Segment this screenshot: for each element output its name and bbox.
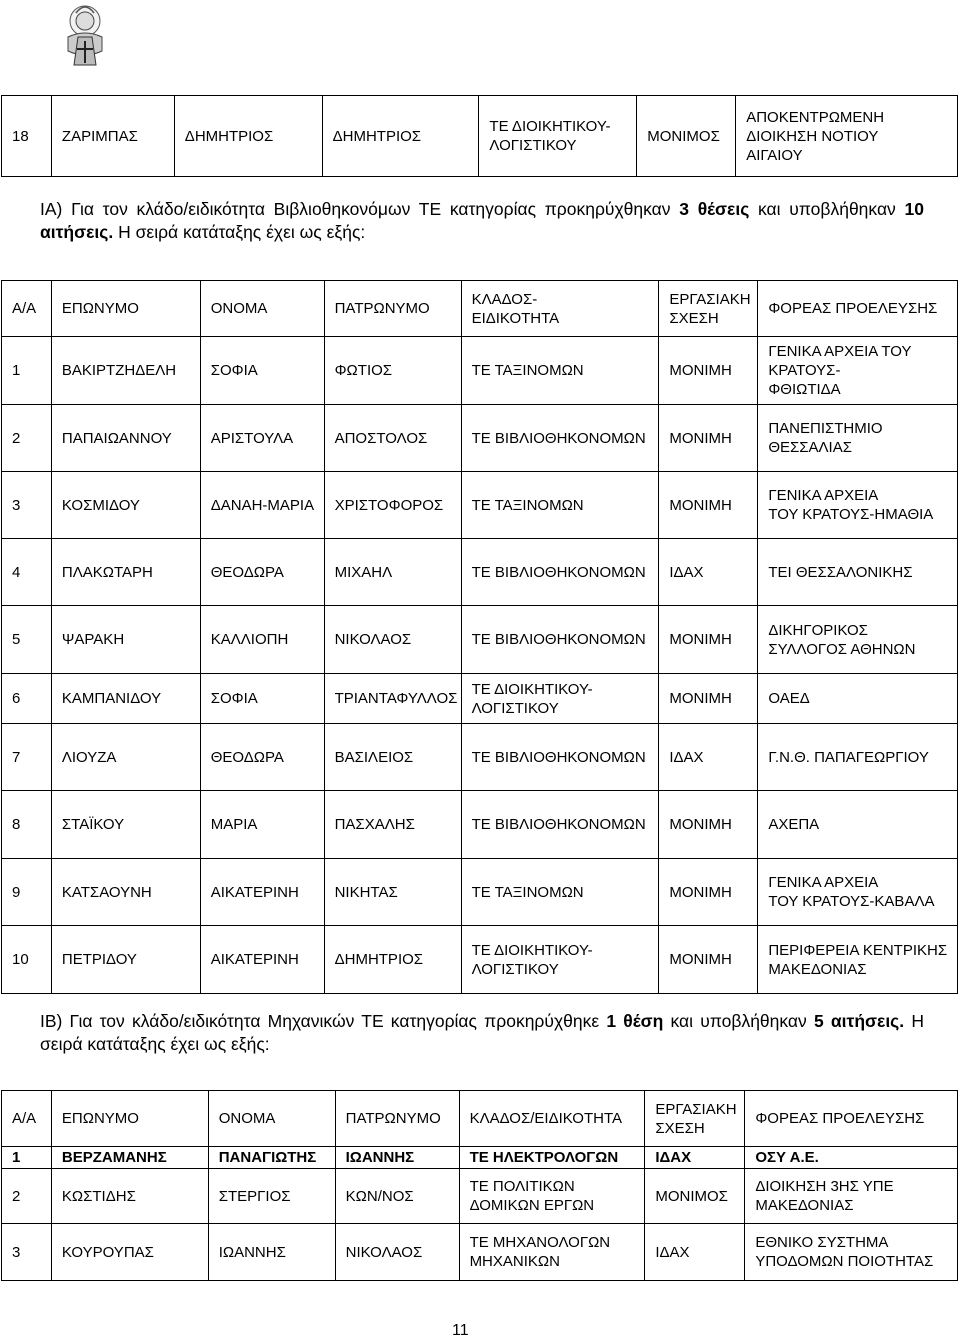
table-cell: ΜΟΝΙΜΗ: [659, 791, 758, 859]
table-cell: ΚΑΛΛΙΟΠΗ: [200, 606, 324, 674]
table-cell: ΛΙΟΥΖΑ: [51, 724, 200, 791]
table-cell: ΟΣΥ Α.Ε.: [745, 1147, 958, 1169]
table-cell: ΤΕ ΤΑΞΙΝΟΜΩΝ: [461, 472, 659, 539]
table-cell: 18: [2, 96, 52, 177]
table-cell: ΚΟΣΜΙΔΟΥ: [51, 472, 200, 539]
table-row: [2, 1147, 958, 1169]
table-cell: ΣΟΦΙΑ: [200, 337, 324, 405]
table-cell: ΕΠΩΝΥΜΟ: [51, 281, 200, 337]
table-cell: ΙΔΑΧ: [645, 1224, 745, 1281]
table-cell: ΠΛΑΚΩΤΑΡΗ: [51, 539, 200, 606]
table-cell: Γ.Ν.Θ. ΠΑΠΑΓΕΩΡΓΙΟΥ: [758, 724, 958, 791]
table-cell: ΦΩΤΙΟΣ: [324, 337, 461, 405]
table-cell: 10: [2, 926, 52, 994]
table-cell: ΨΑΡΑΚΗ: [51, 606, 200, 674]
table-cell: ΑΙΚΑΤΕΡΙΝΗ: [200, 859, 324, 926]
table-row: [2, 674, 958, 724]
table-cell: ΜΟΝΙΜΗ: [659, 606, 758, 674]
table-row: [2, 405, 958, 472]
table-cell: ΝΙΚΗΤΑΣ: [324, 859, 461, 926]
table-cell: ΣΟΦΙΑ: [200, 674, 324, 724]
table-cell: ΝΙΚΟΛΑΟΣ: [324, 606, 461, 674]
table-cell: ΜΟΝΙΜΗ: [659, 859, 758, 926]
table-cell: ΒΑΣΙΛΕΙΟΣ: [324, 724, 461, 791]
section-ib-paragraph: ΙΒ) Για τον κλάδο/ειδικότητα Μηχανικών ΤΕ κατηγορίας προκηρύχθηκε 1 θέση και υποβλήθηκαν 5 αιτήσεις. Η σειρά κατάταξης έχει ως εξής:: [40, 1011, 924, 1054]
table-cell: ΠΑΤΡΩΝΥΜΟ: [324, 281, 461, 337]
table-cell: ΓΕΝΙΚΑ ΑΡΧΕΙΑ ΤΟΥ ΚΡΑΤΟΥΣ-ΗΜΑΘΙΑ: [758, 472, 958, 539]
table-cell: ΔΙΚΗΓΟΡΙΚΟΣ ΣΥΛΛΟΓΟΣ ΑΘΗΝΩΝ: [758, 606, 958, 674]
table-cell: ΟΝΟΜΑ: [208, 1091, 335, 1147]
table-cell: 4: [2, 539, 52, 606]
table-row: [2, 859, 958, 926]
university-seal-logo: [56, 3, 114, 73]
table-cell: ΤΡΙΑΝΤΑΦΥΛΛΟΣ: [324, 674, 461, 724]
table-cell: ΜΙΧΑΗΛ: [324, 539, 461, 606]
table-cell: ΘΕΟΔΩΡΑ: [200, 724, 324, 791]
table-cell: ΠΑΠΑΙΩΑΝΝΟΥ: [51, 405, 200, 472]
table-cell: Α/Α: [2, 281, 52, 337]
table-cell: 5: [2, 606, 52, 674]
librarians-table: [1, 280, 958, 994]
table-cell: ΚΩΣΤΙΔΗΣ: [51, 1169, 208, 1224]
table-cell: ΠΕΡΙΦΕΡΕΙΑ ΚΕΝΤΡΙΚΗΣ ΜΑΚΕΔΟΝΙΑΣ: [758, 926, 958, 994]
table-row: [2, 472, 958, 539]
table-cell: ΤΕ ΒΙΒΛΙΟΘΗΚΟΝΟΜΩΝ: [461, 539, 659, 606]
table-cell: ΚΑΜΠΑΝΙΔΟΥ: [51, 674, 200, 724]
table-cell: ΑΙΚΑΤΕΡΙΝΗ: [200, 926, 324, 994]
table-cell: ΖΑΡΙΜΠΑΣ: [51, 96, 174, 177]
table-row: [2, 606, 958, 674]
table-cell: ΙΩΑΝΝΗΣ: [335, 1147, 459, 1169]
table-cell: ΤΕ ΔΙΟΙΚΗΤΙΚΟΥ- ΛΟΓΙΣΤΙΚΟΥ: [479, 96, 637, 177]
table-cell: ΜΟΝΙΜΗ: [659, 674, 758, 724]
table-cell: ΠΑΤΡΩΝΥΜΟ: [335, 1091, 459, 1147]
table-cell: ΑΧΕΠΑ: [758, 791, 958, 859]
table-cell: ΟΑΕΔ: [758, 674, 958, 724]
table-cell: ΕΘΝΙΚΟ ΣΥΣΤΗΜΑ ΥΠΟΔΟΜΩΝ ΠΟΙΟΤΗΤΑΣ: [745, 1224, 958, 1281]
engineers-table: [1, 1090, 958, 1281]
table-cell: 3: [2, 1224, 52, 1281]
table-cell: 1: [2, 337, 52, 405]
table-cell: ΚΛΑΔΟΣ- ΕΙΔΙΚΟΤΗΤΑ: [461, 281, 659, 337]
table-cell: ΠΑΝΑΓΙΩΤΗΣ: [208, 1147, 335, 1169]
table-cell: ΤΕ ΒΙΒΛΙΟΘΗΚΟΝΟΜΩΝ: [461, 606, 659, 674]
table-cell: ΒΑΚΙΡΤΖΗΔΕΛΗ: [51, 337, 200, 405]
table-header-row: [2, 1091, 958, 1147]
table-cell: ΔΙΟΙΚΗΣΗ 3ΗΣ ΥΠΕ ΜΑΚΕΔΟΝΙΑΣ: [745, 1169, 958, 1224]
table-cell: 3: [2, 472, 52, 539]
table-cell: ΒΕΡΖΑΜΑΝΗΣ: [51, 1147, 208, 1169]
table-cell: ΓΕΝΙΚΑ ΑΡΧΕΙΑ ΤΟΥ ΚΡΑΤΟΥΣ-ΚΑΒΑΛΑ: [758, 859, 958, 926]
table-cell: ΔΑΝΑΗ-ΜΑΡΙΑ: [200, 472, 324, 539]
table-row: [2, 1224, 958, 1281]
table-cell: ΠΑΣΧΑΛΗΣ: [324, 791, 461, 859]
table-cell: ΤΕ ΒΙΒΛΙΟΘΗΚΟΝΟΜΩΝ: [461, 791, 659, 859]
table-cell: ΚΩΝ/ΝΟΣ: [335, 1169, 459, 1224]
table-cell: ΣΤΕΡΓΙΟΣ: [208, 1169, 335, 1224]
table-cell: ΔΗΜΗΤΡΙΟΣ: [322, 96, 479, 177]
top-table: [1, 95, 958, 177]
table-cell: ΔΗΜΗΤΡΙΟΣ: [174, 96, 322, 177]
table-cell: ΤΕ ΤΑΞΙΝΟΜΩΝ: [461, 859, 659, 926]
table-cell: ΕΡΓΑΣΙΑΚΗ ΣΧΕΣΗ: [645, 1091, 745, 1147]
table-cell: ΜΟΝΙΜΟΣ: [645, 1169, 745, 1224]
table-row: [2, 926, 958, 994]
table-cell: ΙΔΑΧ: [659, 539, 758, 606]
table-cell: 7: [2, 724, 52, 791]
page-number: 11: [452, 1322, 469, 1339]
table-cell: ΧΡΙΣΤΟΦΟΡΟΣ: [324, 472, 461, 539]
table-cell: ΤΕ ΒΙΒΛΙΟΘΗΚΟΝΟΜΩΝ: [461, 405, 659, 472]
table-cell: ΜΟΝΙΜΗ: [659, 926, 758, 994]
table-cell: ΕΠΩΝΥΜΟ: [51, 1091, 208, 1147]
table-cell: ΤΕ ΔΙΟΙΚΗΤΙΚΟΥ- ΛΟΓΙΣΤΙΚΟΥ: [461, 926, 659, 994]
table-cell: ΙΔΑΧ: [659, 724, 758, 791]
table-cell: ΤΕΙ ΘΕΣΣΑΛΟΝΙΚΗΣ: [758, 539, 958, 606]
table-header-row: [2, 281, 958, 337]
table-cell: ΘΕΟΔΩΡΑ: [200, 539, 324, 606]
table-cell: 6: [2, 674, 52, 724]
table-cell: ΜΟΝΙΜΗ: [659, 472, 758, 539]
table-cell: ΙΩΑΝΝΗΣ: [208, 1224, 335, 1281]
table-cell: 8: [2, 791, 52, 859]
table-row: [2, 337, 958, 405]
table-row: [2, 539, 958, 606]
table-cell: ΜΟΝΙΜΗ: [659, 405, 758, 472]
table-cell: Α/Α: [2, 1091, 52, 1147]
table-cell: ΑΠΟΣΤΟΛΟΣ: [324, 405, 461, 472]
table-cell: ΝΙΚΟΛΑΟΣ: [335, 1224, 459, 1281]
table-row: [2, 1169, 958, 1224]
table-cell: ΚΛΑΔΟΣ/ΕΙΔΙΚΟΤΗΤΑ: [459, 1091, 645, 1147]
table-cell: ΤΕ ΤΑΞΙΝΟΜΩΝ: [461, 337, 659, 405]
table-cell: 2: [2, 1169, 52, 1224]
table-cell: 2: [2, 405, 52, 472]
section-ia-paragraph: ΙΑ) Για τον κλάδο/ειδικότητα Βιβλιοθηκονόμων ΤΕ κατηγορίας προκηρύχθηκαν 3 θέσεις και υποβλήθηκαν 10 αιτήσεις. Η σειρά κατάταξης έχει ως εξής:: [40, 199, 924, 242]
table-row: [2, 96, 958, 177]
table-cell: ΠΑΝΕΠΙΣΤΗΜΙΟ ΘΕΣΣΑΛΙΑΣ: [758, 405, 958, 472]
table-cell: ΤΕ ΔΙΟΙΚΗΤΙΚΟΥ- ΛΟΓΙΣΤΙΚΟΥ: [461, 674, 659, 724]
table-cell: ΤΕ ΠΟΛΙΤΙΚΩΝ ΔΟΜΙΚΩΝ ΕΡΓΩΝ: [459, 1169, 645, 1224]
table-cell: ΦΟΡΕΑΣ ΠΡΟΕΛΕΥΣΗΣ: [745, 1091, 958, 1147]
table-cell: ΟΝΟΜΑ: [200, 281, 324, 337]
table-cell: ΓΕΝΙΚΑ ΑΡΧΕΙΑ ΤΟΥ ΚΡΑΤΟΥΣ- ΦΘΙΩΤΙΔΑ: [758, 337, 958, 405]
table-cell: ΑΡΙΣΤΟΥΛΑ: [200, 405, 324, 472]
table-cell: 9: [2, 859, 52, 926]
table-cell: ΤΕ ΗΛΕΚΤΡΟΛΟΓΩΝ: [459, 1147, 645, 1169]
table-cell: ΜΟΝΙΜΟΣ: [637, 96, 736, 177]
table-cell: ΙΔΑΧ: [645, 1147, 745, 1169]
table-row: [2, 791, 958, 859]
table-cell: ΜΑΡΙΑ: [200, 791, 324, 859]
table-cell: ΔΗΜΗΤΡΙΟΣ: [324, 926, 461, 994]
table-cell: ΣΤΑΪΚΟΥ: [51, 791, 200, 859]
table-cell: ΠΕΤΡΙΔΟΥ: [51, 926, 200, 994]
table-cell: ΜΟΝΙΜΗ: [659, 337, 758, 405]
table-cell: ΤΕ ΜΗΧΑΝΟΛΟΓΩΝ ΜΗΧΑΝΙΚΩΝ: [459, 1224, 645, 1281]
table-cell: ΕΡΓΑΣΙΑΚΗ ΣΧΕΣΗ: [659, 281, 758, 337]
table-cell: ΤΕ ΒΙΒΛΙΟΘΗΚΟΝΟΜΩΝ: [461, 724, 659, 791]
table-cell: ΚΟΥΡΟΥΠΑΣ: [51, 1224, 208, 1281]
table-cell: 1: [2, 1147, 52, 1169]
table-cell: ΦΟΡΕΑΣ ΠΡΟΕΛΕΥΣΗΣ: [758, 281, 958, 337]
table-cell: ΑΠΟΚΕΝΤΡΩΜΕΝΗ ΔΙΟΙΚΗΣΗ ΝΟΤΙΟΥ ΑΙΓΑΙΟΥ: [736, 96, 958, 177]
table-row: [2, 724, 958, 791]
table-cell: ΚΑΤΣΑΟΥΝΗ: [51, 859, 200, 926]
